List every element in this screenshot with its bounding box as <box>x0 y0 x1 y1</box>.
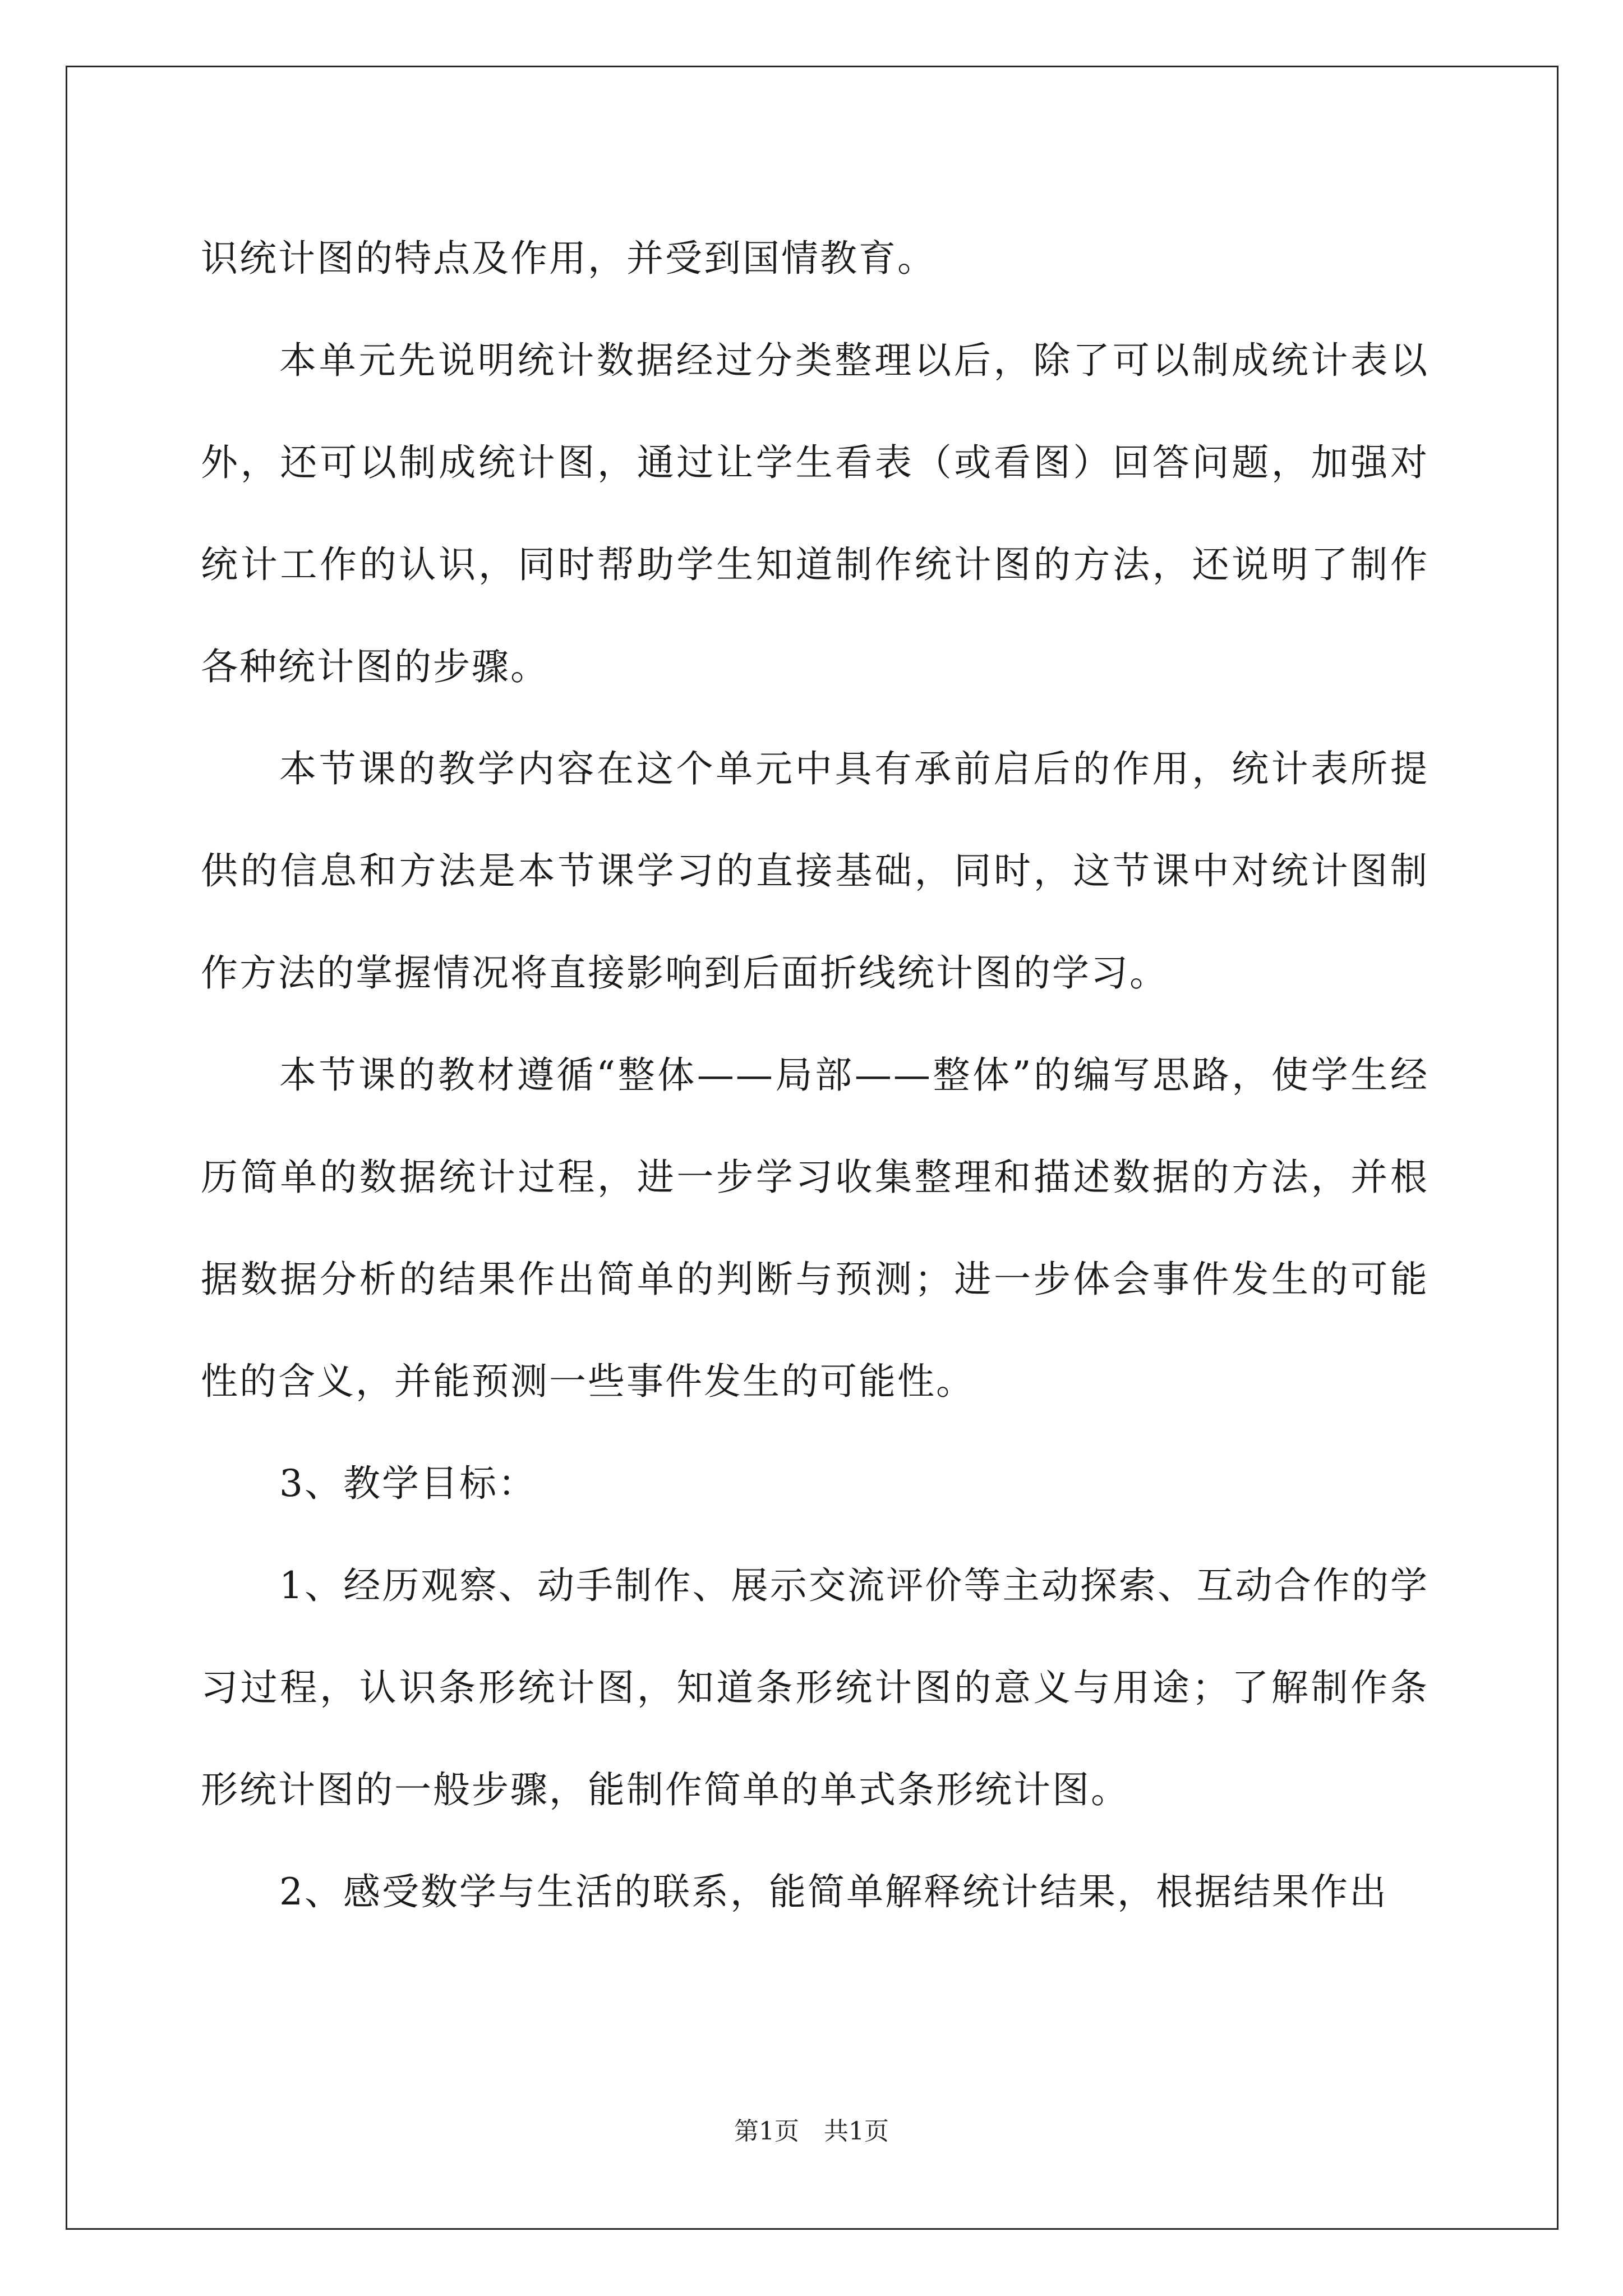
paragraph-objective-2: 2、感受数学与生活的联系，能简单解释统计结果，根据结果作出 <box>279 1870 1388 1913</box>
paragraph-continuation: 识统计图的特点及作用，并受到国情教育。 <box>201 237 936 280</box>
paragraph-unit-overview: 本单元先说明统计数据经过分类整理以后，除了可以制成统计表以外，还可以制成统计图，通过让学生看表（或看图）回答问题，加强对统计工作的认识，同时帮助学生知道制作统计图的方法，还说明了制作各种统计图的步骤。 <box>201 339 1429 688</box>
page-footer: 第1页 共1页 <box>734 2117 889 2146</box>
paragraph-textbook-approach: 本节课的教材遵循“整体——局部——整体”的编写思路，使学生经历简单的数据统计过程，进一步学习收集整理和描述数据的方法，并根据数据分析的结果作出简单的判断与预测；进一步体会事件发生的可能性的含义，并能预测一些事件发生的可能性。 <box>201 1053 1429 1403</box>
paragraph-lesson-role: 本节课的教学内容在这个单元中具有承前启后的作用，统计表所提供的信息和方法是本节课学习的直接基础，同时，这节课中对统计图制作方法的掌握情况将直接影响到后面折线统计图的学习。 <box>201 747 1429 995</box>
paragraph-objectives-heading: 3、教学目标： <box>279 1462 537 1505</box>
paragraph-objective-1: 1、经历观察、动手制作、展示交流评价等主动探索、互动合作的学习过程，认识条形统计图，知道条形统计图的意义与用途；了解制作条形统计图的一般步骤，能制作简单的单式条形统计图。 <box>201 1564 1429 1811</box>
document-body <box>201 208 1429 1943</box>
